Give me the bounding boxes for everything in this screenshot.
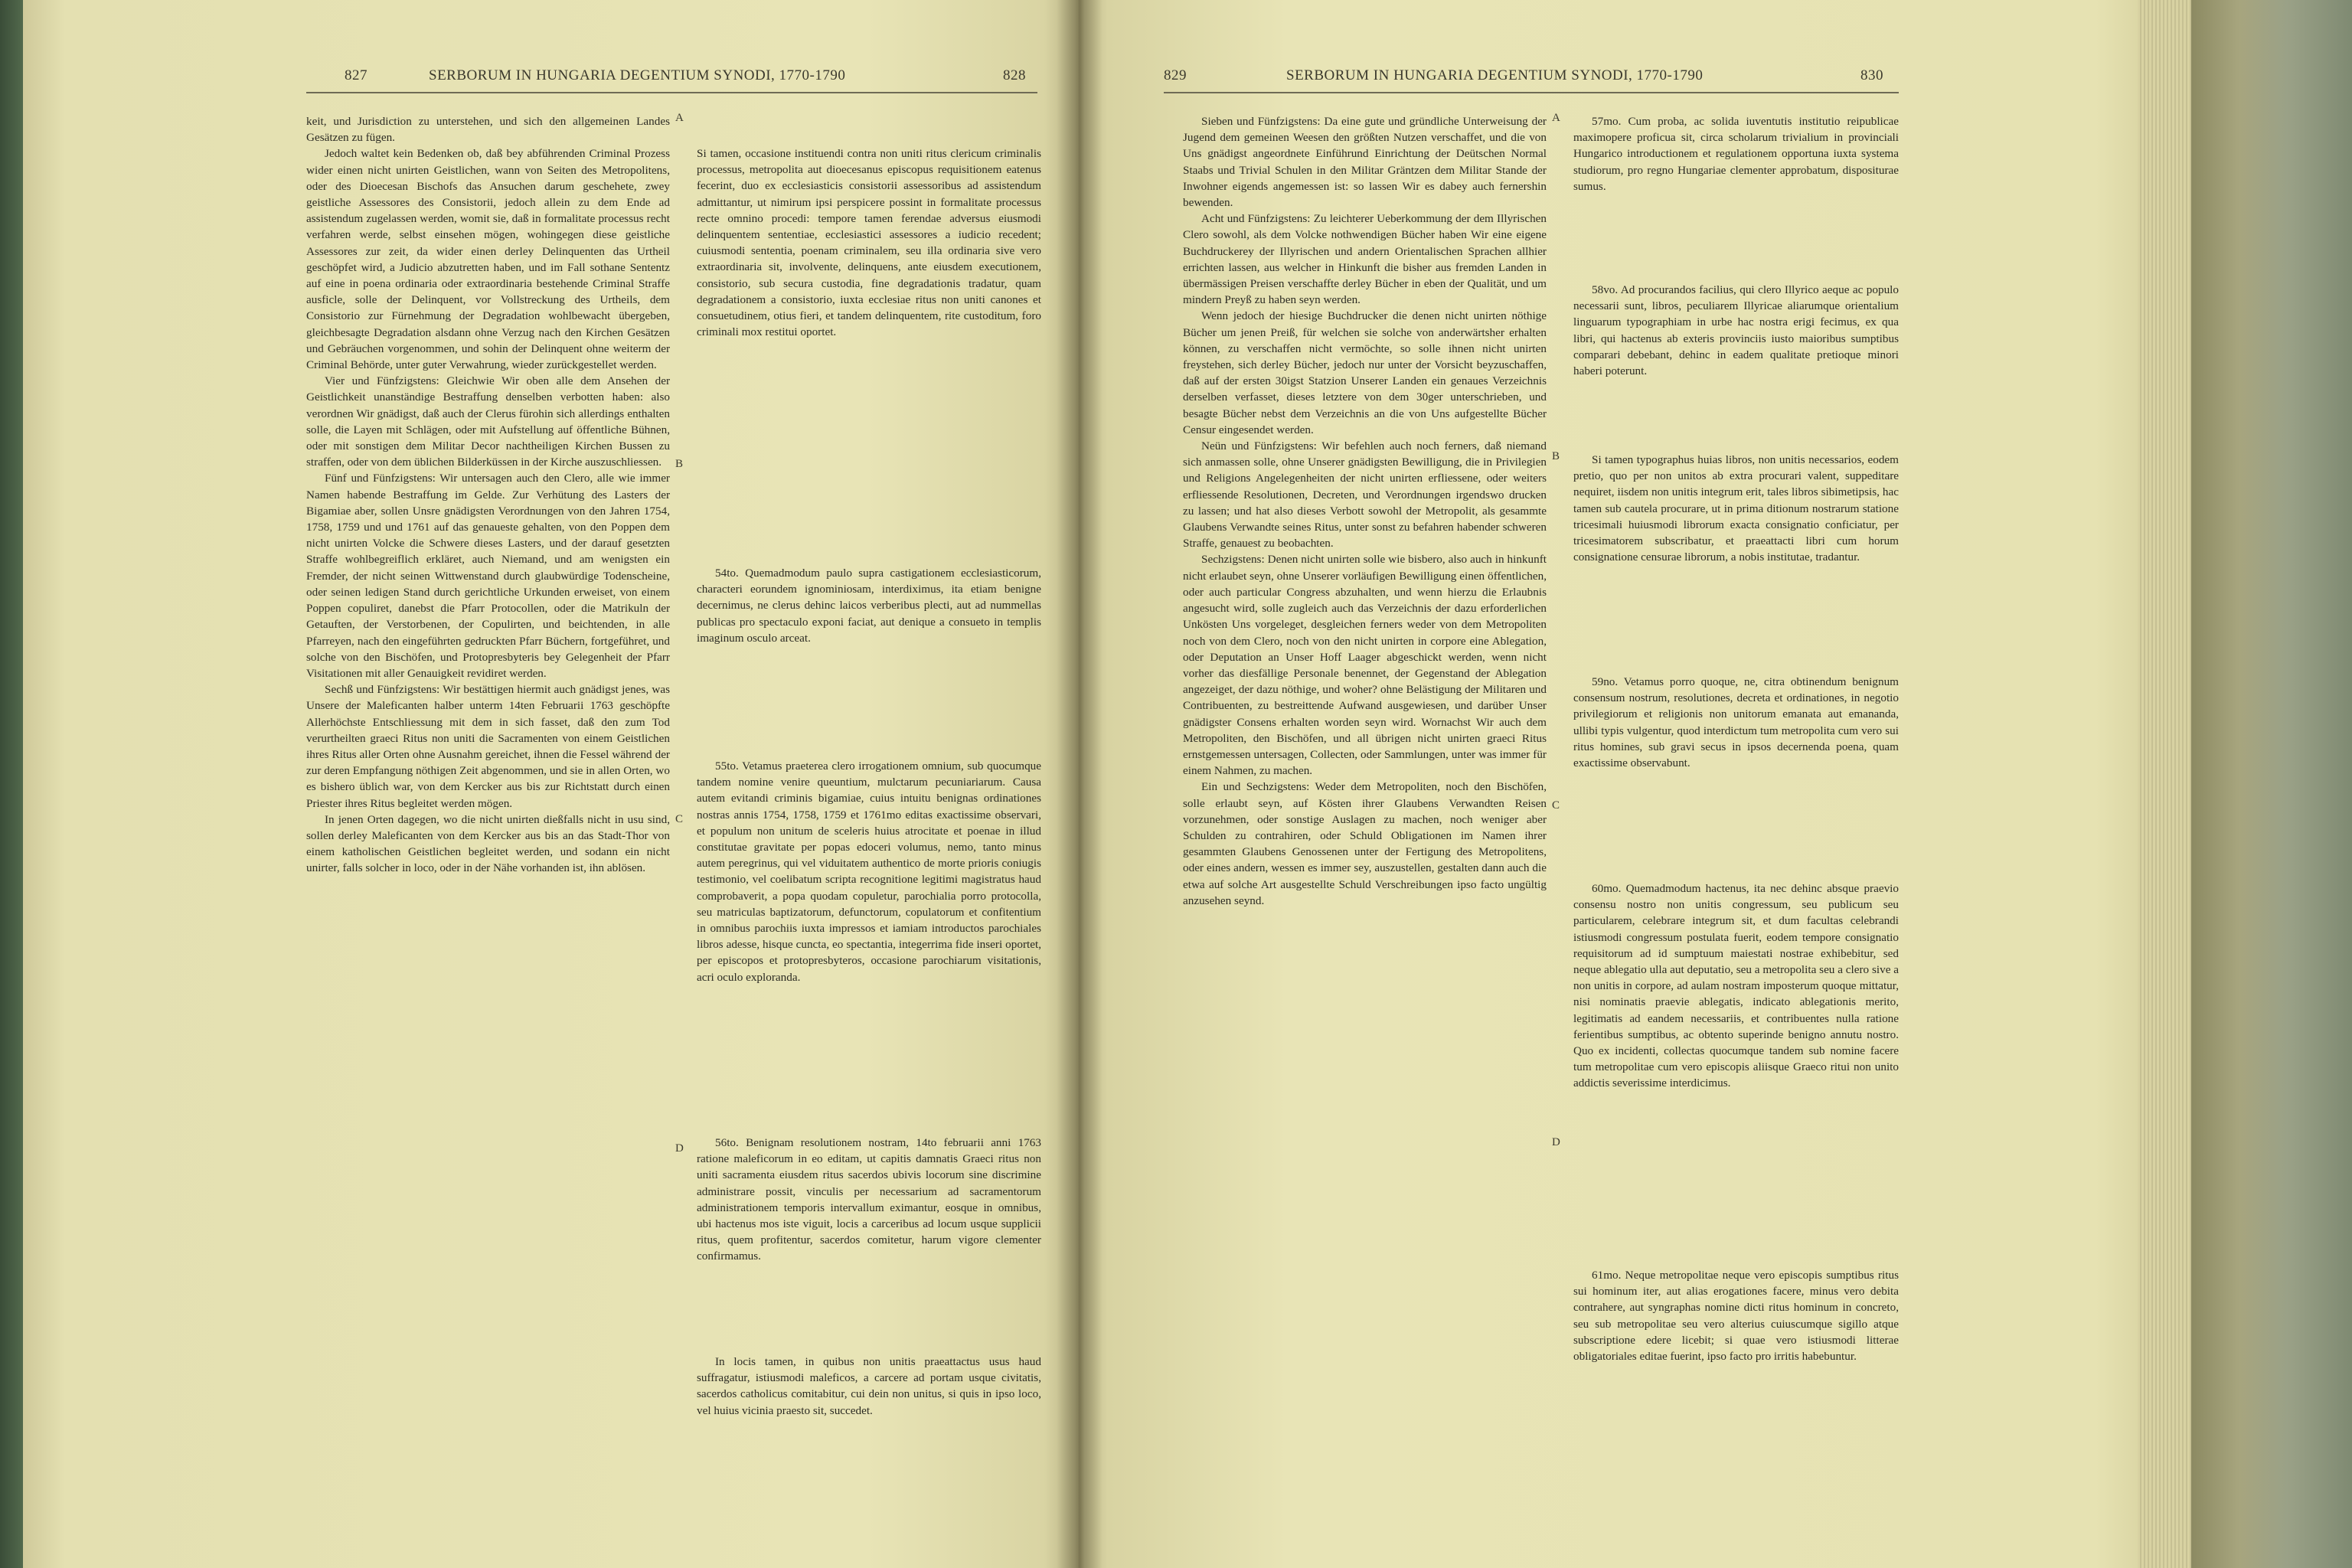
book-cover-right [2191,0,2352,1568]
section-marker: B [1552,450,1560,462]
section-marker: A [675,112,684,124]
latin-paragraph: 58vo. Ad procurandos facilius, qui clero Illyrico aeque ac populo necessarii sunt, libros, peculiarem Illyricae aliarumque orientalium linguarum typographiam in urbe hac nostra erigi fecimus, ex qua libri, qui hactenus ab exteris provinciis iusto maioribus sumptibus comparari debebant, dehinc in eadem qualitate pretioque minori haberi poterunt. [1573,283,1899,378]
german-paragraph: Neün und Fünfzigstens: Wir befehlen auch noch ferners, daß niemand sich anmassen solle, ohne Unserer gnädigsten Bewilligung, die in Privilegien und Religions Angelegenheiten der nicht unirten erfliessene, oder weiters erfliessende Resolutionen, Decreten, und Verordnungen irgendswo drucken zu lassen; und hat also dieses Verbott sowohl der Metropolit, als gesammte Glaubens Verwandte seines Ritus, unter sonst zu befahren habender schweren Straffe, genauest zu beobachten. [1183,439,1547,550]
latin-paragraph: 59no. Vetamus porro quoque, ne, citra obtinendum benignum consensum nostrum, resolutiones, decreta et ordinationes, in negotio privilegiorum et religionis non unitorum emanata aut emananda, ullibi typis vulgentur, quod interdictum tum metropolita cum vero sui ritus homines, sub gravi secus in ipsos decernenda poena, quam exactissime observabunt. [1573,675,1899,770]
latin-column [697,145,1041,340]
latin-column [1573,282,1899,379]
latin-paragraph: 60mo. Quemadmodum hactenus, ita nec dehinc absque praevio consensu nostro non unitis congressum, seu publicum seu particularem, celebrare integrum sit, et dum facultas celebrandi istiusmodi congressum postulata fuerit, eodem tempore consignatio requisitorum ad id sumptuum maiestati nostrae exhibebitur, sed neque ablegatio ulla aut deputatio, seu a metropolita seu a clero sive a non unitis in corpore, ad aulam nostram imposterum quoque mittatur, nisi nominatis praevie ablegatis, indicato ablegationis merito, legitimatis ad eandem necessariis, et contribuentes nulla ratione ferientibus sumptibus, ac obtento superinde benigno annutu nostro. Quo ex incidenti, collectas quocumque tandem sub nomine facere tum metropolitae cum vero episcopis aliisque Graeco ritui non unito addictis severissime interdicimus. [1573,882,1899,1090]
section-marker: A [1552,112,1560,124]
german-paragraph: keit, und Jurisdiction zu unterstehen, und sich den allgemeinen Landes Gesätzen zu fügen. [306,115,670,145]
running-title: SERBORUM IN HUNGARIA DEGENTIUM SYNODI, 1770-1790 [429,67,846,83]
page-number: 827 [345,67,368,83]
latin-paragraph: In locis tamen, in quibus non unitis praeattactus usus haud suffragatur, istiusmodi maleficos, a carcere ad portam usque civitatis, sacerdos catholicus comitabitur, cui dein non unitus, si quis in ipso loco, vel huius vicinia praesto sit, succedet. [697,1355,1041,1417]
latin-paragraph: 55to. Vetamus praeterea clero irrogationem omnium, sub quocumque tandem nomine venire queuntium, mulctarum pecuniariarum. Causa autem evitandi criminis bigamiae, cuius intuitu benignas ordinationes nostras annis 1754, 1758, 1759 et 1761mo editas exactissime observari, et populum non unitum de sceleris huius atrocitate et poenae in illud constitutae gravitate per popas edoceri volumus, nemo, tanto minus autem peregrinus, qui vel viduitatem authentico de morte prioris coniugis testimonio, vel coelibatum scripta recognitione legitimi magistratus haud comprobaverit, a popa quodam copuletur, parochialia porro protocolla, seu matriculas baptizatorum, defunctorum, copulatorum et confitentium in omnibus parochiis iuxta impressos et iamiam introductos parochiales libros adesse, hisque cuncta, eo spectantia, integerrima fide inseri oportet, per episcopos et protopresbyteros, occasione parochiarum visitationis, acri oculo exploranda. [697,760,1041,984]
latin-paragraph: 61mo. Neque metropolitae neque vero episcopis sumptibus ritus sui hominum iter, aut alias erogationes facere, minus vero debita contrahere, aut syngraphas nomine dicti ritus hominum in concreto, seu sub metropolitae seu vero alterius cuiuscumque sigillo atque subscriptione edere licebit; si quae vero istiusmodi litterae obligatoriales editae fuerint, ipso facto pro irritis habebuntur. [1573,1269,1899,1364]
latin-paragraph: Si tamen typographus huias libros, non unitis necessarios, eodem pretio, quo per non unitos ab extra procurari valent, suppeditare nequiret, iisdem non unitis integrum erit, tales libros sibimetipsis, hac tamen sub cautela procurare, ut in prima ditionum nostrarum statione tricesimali huiusmodi librorum exacta consignatio conficiatur, per tricesimatorem subscribatur, et praeattacti libri cum horum consignatione censurae librorum, a nobis institutae, tradantur. [1573,453,1899,564]
section-marker: D [1552,1136,1560,1148]
latin-column [1573,113,1899,194]
german-paragraph: Vier und Fünfzigstens: Gleichwie Wir oben alle dem Ansehen der Geistlichkeit unanständige Bestraffung denselben verbotten haben: also verordnen Wir gnädigst, daß auch der Clerus fürohin sich allerdings enthalten solle, die Layen mit Schlägen, oder mit Aufstellung auf öffentliche Bühnen, oder mit sonstigen dem Militar Decor nachtheiligen Kirchen Bussen zu straffen, oder von dem üblichen Bilderküssen in der Kirche auszuschliessen. [306,374,670,469]
german-paragraph: Sechzigstens: Denen nicht unirten solle wie bisbero, also auch in hinkunft nicht erlaubet seyn, ohne Unserer vorläufigen Bewilligung einen öffentlichen, oder auch particular Congress abzuhalten, und wenn hierzu die Erlaubnis angesucht wird, solle zugleich auch das Verzeichnis der dazu erforderlichen Unkösten Uns vorgeleget, desgleichen ferners weder von dem Metropoliten noch von dem Clero, noch von den nicht unirten in corpore eine Ablegation, oder Deputation an Unser Hoff Laager abgeschickt werden, wenn nicht vorher das diesfällige Personale benennet, der Gegenstand der Ablegation angezeiget, der dazu nöthige, und woher? ohne Belästigung der Militaren und Contribuenten, zu bestreittende Aufwand ausgewiesen, und darüber Unser gnädigster Consens erhalten worden seyn wird. Wornachst Wir auch dem Metropoliten, den Bischöfen, und all übrigen nicht unirten graeci Ritus ernstgemessen untersagen, Collecten, oder Sammlungen, unter was immer für einem Nahmen, zu machen. [1183,553,1547,778]
section-marker: C [675,813,684,825]
latin-column [1573,674,1899,771]
running-head-left [23,67,1076,90]
latin-column [697,565,1041,646]
latin-column [697,1135,1041,1265]
latin-paragraph: 56to. Benignam resolutionem nostram, 14to februarii anni 1763 ratione maleficorum in eo editam, ut capitis damnatis Graeci ritus non uniti sacramenta eiusdem ritus sacerdos ubivis locorum sine discrimine administrare possit, vinculis per necessarium ad sacramentorum administrationem temporis intervallum eximantur, eosque in omnibus, ubi hactenus mos iste viguit, locis a carceribus ad locum usque supplicii ritus, quem profitentur, sacerdos comitetur, harum vigore clementer confirmamus. [697,1136,1041,1263]
german-paragraph: Sechß und Fünfzigstens: Wir bestättigen hiermit auch gnädigst jenes, was Unsere der Maleficanten halber unterm 14ten Februarii 1763 geschöpfte Allerhöchste Entschliessung mit dem in sich fasset, daß den zum Tod verurtheilten graeci Ritus non uniti die Sacramenten von einem Geistlichen ihres Ritus aller Orten ohne Ausnahm gereichet, ihnen die Fessel während der zur deren Empfangung nöthigen Zeit abgenommen, und sie in allen Orten, wo es bishero üblich war, von dem Kercker aus bis zur Richtstatt durch einen Priester ihres Ritus begleitet werden mögen. [306,683,670,810]
left-page [23,0,1076,1568]
german-paragraph: Sieben und Fünfzigstens: Da eine gute und gründliche Unterweisung der Jugend dem gemeinen Weesen den größten Nutzen verschaffet, und die von Uns gnädigst angeordnete Einführund Einrichtung der Deütschen Normal Staabs und Trivial Schulen in den Militar Gräntzen dem Militar Stande der Inwohner eigends angemessen ist: so lassen Wir es dabey auch fernershin bewenden. [1183,115,1547,210]
section-marker: D [675,1142,684,1155]
header-rule [1164,92,1899,93]
german-column [306,113,670,877]
latin-column [1573,1267,1899,1364]
page-edges [2138,0,2191,1568]
german-paragraph: Wenn jedoch der hiesige Buchdrucker die denen nicht unirten nöthige Bücher um jenen Preiß, für welchen sie solche von anderwärtsher erhalten können, zu verschaffen nicht vermöchte, so solle ihnen nicht unirten freystehen, sich derley Bücher, jedoch nur unter der Vorsicht beyzuschaffen, daß auf der ersten 30igst Statzion Unserer Landen ein genaues Verzeichnis derselben verfasset, dieses letztere von dem 30ger unterschrieben, und besagte Bücher nebst dem Verzeichnis an die von Uns aufgestellte Bücher Censur eingesendet werden. [1183,309,1547,436]
latin-column [697,758,1041,985]
page-number: 828 [1003,67,1026,83]
german-paragraph: Jedoch waltet kein Bedenken ob, daß bey abführenden Criminal Prozess wider einen nicht unirten Geistlichen, wann von Seiten des Metropolitens, oder des Dioecesan Bischofs das Ansuchen darum geschehete, zwey geistliche Assessores des Consistorii, jedoch allein zu dem Ende ad assistendum zugelassen werden, womit sie, daß in formalitate processus recht verfahren werde, selbst einsehen mögen, wohingegen diese geistliche Assessores zur zeit, da wider einen derley Delinquenten das Urtheil geschöpfet wird, a Judicio abzutretten haben, und im Fall sothane Sententz auf eine in poena ordinaria oder extraordinaria bestehende Criminal Straffe ausficle, solle der Delinquent, vor Vollstreckung des Urtheils, dem Consistorio zur Fürnehmung der Degradation wohlbewacht übergeben, gleichbesagte Degradation alsdann ohne Verzug nach den Kirchen Gesätzen und Gebräuchen vorgenommen, und sohin der Delinquent ohne weiterm der Criminal Behörde, unter guter Verwahrung, wieder zurückgestellet werden. [306,147,670,372]
page-number: 830 [1860,67,1883,83]
section-marker: B [675,458,684,470]
latin-paragraph: 54to. Quemadmodum paulo supra castigationem ecclesiasticorum, characteri eorundem ignominiosam, interdiximus, ita etiam benigne decernimus, ne clerus dehinc laicos verberibus plecti, aut ad nummellas publicas pro spectaculo exponi faciat, aut denique a consueto in templis imaginum osculo arceat. [697,567,1041,645]
page-number: 829 [1164,67,1187,83]
latin-column [1573,880,1899,1092]
running-head-right [1076,67,2138,90]
latin-paragraph: Si tamen, occasione instituendi contra non uniti ritus clericum criminalis processus, metropolita aut dioecesanus episcopus requisitionem eatenus fecerint, duo ex ecclesiasticis consistorii assessoribus ad assistendum admittantur, ut nimirum ipsi perspicere possint in formalitate processus recte omnino procedi: tempore tamen ferendae adversus eiusmodi delinquentem sententiae, ecclesiastici assessores a iudicio recedent; cuiusmodi sententia, poenam criminalem, seu illa ordinaria sive vero extraordinaria sit, involvente, delinquens, ante eiusdem executionem, consistorio, sub secura custodia, fine degradationis tradatur, quam degradationem a consistorio, iuxta ecclesiae ritus non uniti canones et consuetudinem, otius fieri, et tandem delinquentem, rite custoditum, foro criminali mox restitui oportet. [697,147,1041,339]
german-paragraph: In jenen Orten dagegen, wo die nicht unirten dießfalls nicht in usu sind, sollen derley Maleficanten von dem Kercker aus bis an das Stadt-Thor von einem katholischen Geistlichen begleitet werden, und sodann ein nicht unirter, falls solcher in loco, oder in der Nähe vorhanden ist, ihn ablösen. [306,812,670,875]
latin-paragraph: 57mo. Cum proba, ac solida iuventutis institutio reipublicae maximopere proficua sit, circa scholarum trivialium in provinciali Hungarico introductionem et regulationem opportuna iuxta systema studiorum, pro regno Hungariae clementer approbatum, dispositurae sumus. [1573,115,1899,193]
section-marker: C [1552,799,1560,812]
latin-column [1573,452,1899,565]
german-paragraph: Fünf und Fünfzigstens: Wir untersagen auch den Clero, alle wie immer Namen habende Bestraffung im Gelde. Zur Verhütung des Lasters der Bigamiae aber, sollen Unsre gnädigsten Verordnungen von den Jahren 1754, 1758, 1759 und und 1761 auf das genaueste gehalten, von den Poppen dem nicht unirten Volcke die Schwere dieses Lasters, und der darauf gesetzten Straffe wohlbegreiflich erkläret, auch Niemand, und am wenigsten ein Fremder, der nicht seinen Wittwenstand durch glaubwürdige Todenscheine, oder seinen ledigen Stand durch gerichtliche Urkunden erweiset, von einem Poppen copuliret, danebst die Pfarr Protocollen, oder die Matrikuln der Getauften, der Verstorbenen, der Copulirten, und beichtenden, in alle Pfarreyen, nach den eingeführten gedruckten Pfarr Büchern, fortgeführet, und solche von den Bischöfen, und Protopresbyteris bey Gelegenheit der Pfarr Visitationen mit aller Genauigkeit revidiret werden. [306,472,670,680]
running-title: SERBORUM IN HUNGARIA DEGENTIUM SYNODI, 1770-1790 [1286,67,1704,83]
header-rule [306,92,1037,93]
right-page [1076,0,2138,1568]
german-paragraph: Ein und Sechzigstens: Weder dem Metropoliten, noch den Bischöfen, solle erlaubt seyn, auf Kösten ihrer Glaubens Verwandten Reisen vorzunehmen, oder sonstige Auslagen zu machen, noch weniger aber Schulden zu contrahiren, oder Schuld Obligationen im Namen ihrer gesammten Glaubens Genossenen unter der Fertigung des Metropolitens, oder eines andern, wessen es immer sey, auszustellen, gestalten dann auch die etwa auf solche Art ausgestellte Schuld Verschreibungen ipso facto ungültig anzusehen seynd. [1183,780,1547,907]
german-column [1183,113,1547,909]
latin-column [697,1354,1041,1419]
german-paragraph: Acht und Fünfzigstens: Zu leichterer Ueberkommung der dem Illyrischen Clero sowohl, als dem Volcke nothwendigen Bücher haben Wir eine eigene Buchdruckerey der Illyrischen und andern Orientalischen Sprachen allhier errichten lassen, aus welcher in Hinkunft die bisher aus fremden Landen in übermässigen Preisen verschaffte derley Bücher in eben der Qualität, und um mindern Preyß zu haben seyn werden. [1183,212,1547,307]
